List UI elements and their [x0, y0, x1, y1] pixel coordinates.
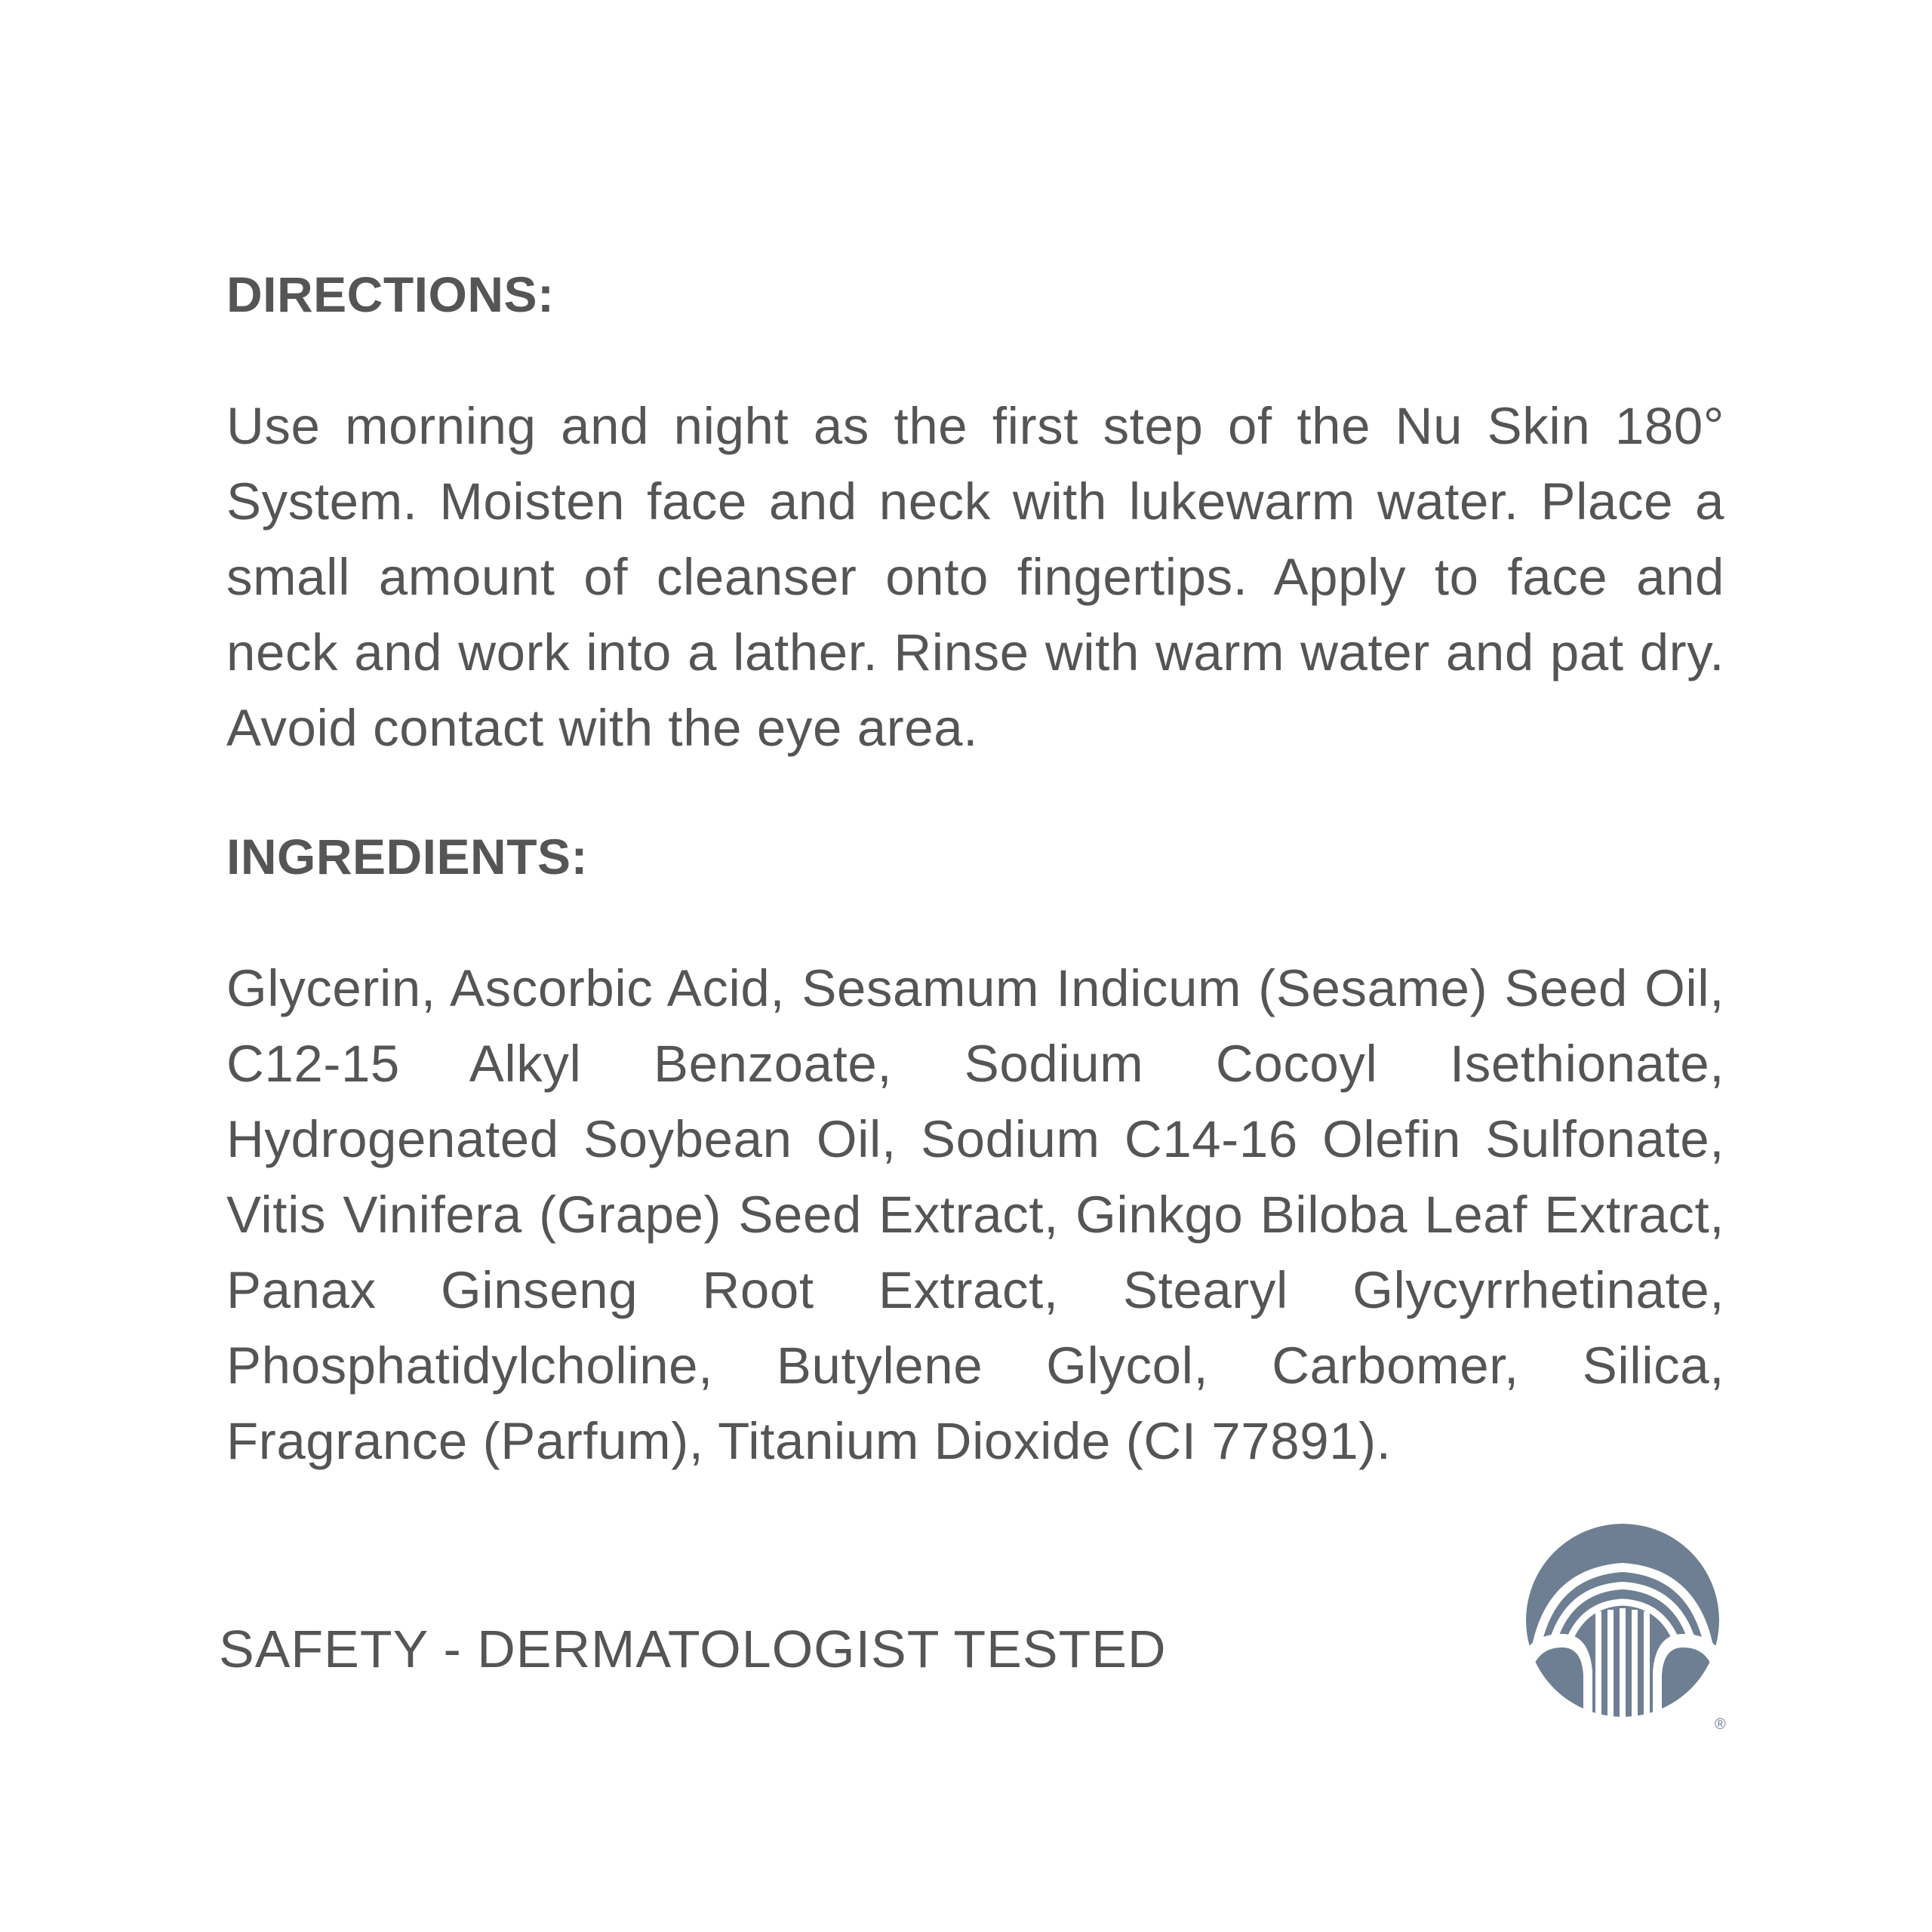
directions-heading: DIRECTIONS:	[226, 266, 555, 322]
registered-mark: ®	[1715, 1716, 1726, 1732]
ingredients-text: Glycerin, Ascorbic Acid, Sesamum Indicum (Sesame) Seed Oil, C12-15 Alkyl Benzoate, Sodium Cocoyl Isethionate, Hydrogenated Soybean Oil, Sodium C14-16 Olefin Sulfonate, Vitis Vinifera (Grape) Seed Extract, Ginkgo Biloba Leaf Extract, Panax Ginseng Root Extract, Stearyl Glycyrrhetinate, Phosphatidylcholine, Butylene Glycol, Carbomer, Silica, Fragrance (Parfum), Titanium Dioxide (CI 77891).	[226, 959, 1724, 1470]
ingredients-heading: INGREDIENTS:	[226, 829, 589, 884]
safety-statement: SAFETY - DERMATOLOGIST TESTED	[219, 1620, 1167, 1678]
directions-text: Use morning and night as the first step of the Nu Skin 180° System. Moisten face and neck with lukewarm water. Place a small amount of cleanser onto fingertips. Apply to face and neck and work into a lather. Rinse with warm water and pat dry. Avoid contact with the eye area.	[226, 397, 1724, 757]
nu-skin-fountain-logo-icon	[1517, 1521, 1728, 1732]
